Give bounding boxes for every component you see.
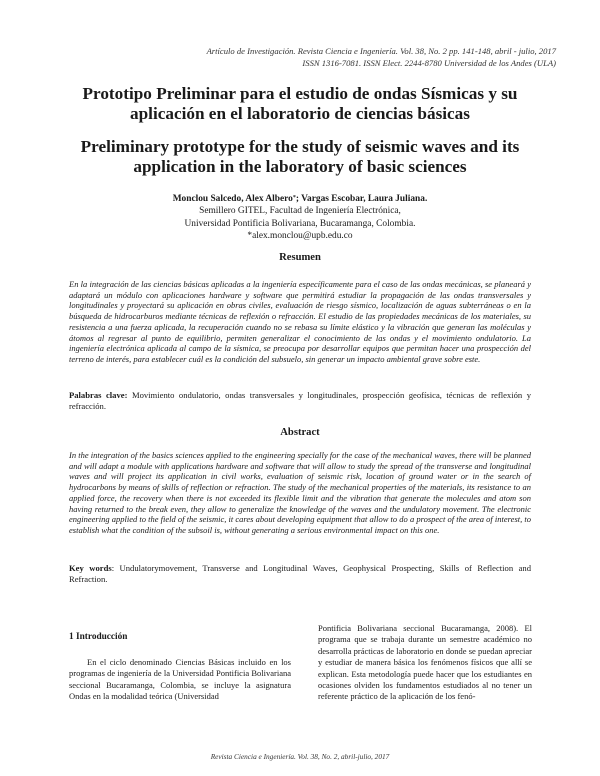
palabras-clave (69, 390, 531, 411)
page-footer: Revista Ciencia e Ingeniería. Vol. 38, No. 2, abril-julio, 2017 (210, 752, 390, 761)
author-asterisk: * (292, 195, 296, 201)
resumen-heading: Resumen (279, 252, 321, 263)
abstract-heading: Abstract (280, 427, 320, 438)
author-block (60, 193, 540, 242)
journal-header-line2: ISSN 1316-7081. ISSN Elect. 2244-8780 Universidad de los Andes (ULA) (302, 58, 556, 68)
key-words-label: Key words (69, 563, 112, 573)
intro-right-paragraph: Pontificia Bolivariana seccional Bucaramanga, 2008). El programa que se trabaja durante un semestre académico no desarrolla prácticas de laboratorio en donde se puedan apreciar y estudiar de manera básica los fenómenos físicos que allí se explican. Esta metodología puede hacer que los estudiantes en ocasiones olviden los fundamentos estudiados al no tener un referente práctico de la aplicación de los fenó- (318, 623, 532, 702)
key-words (69, 563, 531, 584)
affiliation-line1: Semillero GITEL, Facultad de Ingeniería Electrónica, (199, 206, 401, 217)
author-names-part1: Monclou Salcedo, Alex Albero (172, 194, 293, 204)
resumen-text: En la integración de las ciencias básicas aplicadas a la ingeniería específicamente para el caso de las ondas mecánicas, se planeará y adaptará un módulo con aplicaciones hardware y software que permitirá estudiar la propagación de las ondas transversales y longitudinales y proyectará su aplicación en obras civiles, evaluación de riesgo sísmico, localización de aguas subterráneas o en la búsqueda de hidrocarburos mediante técnicas de reflexión o refracción. El estudio de las propiedades mecánicas de los materiales, su resistencia a una fuerza aplicada, la recuperación cuando no se rebasa su límite elástico y la vibración que generan las moléculas y átomos al regresar al punto de equilibrio, permiten generalizar el conocimiento de las ondas y el movimiento ondulatorio. La ingeniería electrónica aplicada al campo de la sísmica, se preocupa por desarrollar equipos que permitan hacer una prospección del terreno de interés, para establecer cuál es la condición del subsuelo, sin generar un impacto ambiental grave sobre este. (69, 279, 531, 364)
author-names-part2: ; Vargas Escobar, Laura Juliana. (295, 194, 428, 204)
author-names (60, 193, 540, 205)
palabras-clave-label: Palabras clave: (69, 390, 128, 400)
palabras-clave-text: Movimiento ondulatorio, ondas transversales y longitudinales, prospección geofísica, técnicas de reflexión y refracción. (69, 390, 531, 411)
title-english: Preliminary prototype for the study of seismic waves and its application in the laboratory of basic sciences (80, 137, 520, 176)
affiliation-line2: Universidad Pontificia Bolivariana, Bucaramanga, Colombia. (184, 218, 416, 229)
journal-header-line1: Artículo de Investigación. Revista Ciencia e Ingeniería. Vol. 38, No. 2 pp. 141-148, abril - julio, 2017 (206, 46, 556, 56)
author-email: *alex.monclou@upb.edu.co (247, 230, 353, 241)
key-words-text: : Undulatorymovement, Transverse and Longitudinal Waves, Geophysical Prospecting, Skills of Reflection and Refraction. (69, 563, 531, 584)
abstract-text: In the integration of the basics sciences applied to the engineering specially for the case of the mechanical waves, there will be planned and will adapt a module with applications hardware and software that will allow to study the spread of the transverse and longitudinal waves and will project its application in civil works, evaluation of seismic risk, location of ground water or in the search of hydrocarbons by means of skills of reflection or refraction. The study of the mechanical properties of the materials, its resistance to an applied force, the recovery when there is not exceeded its flexible limit and the vibration that generate the molecules and atom son having returned to the break even, they allow to generalize the knowledge of the waves and the undulatory movement. The electronic engineering applied to the field of the seismic, it cares about developing equipment that allow to do a prospect of the area of interest, to establish what the condition of the subsoil is, without generating a serious environmental impact on this one. (69, 450, 531, 535)
intro-left-paragraph: En el ciclo denominado Ciencias Básicas incluido en los programas de ingeniería de la Universidad Pontificia Bolivariana seccional Bucaramanga, Colombia, se incluye la asignatura Ondas en la modalidad teórica (Universidad (69, 657, 291, 702)
title-spanish: Prototipo Preliminar para el estudio de ondas Sísmicas y su aplicación en el laboratorio de ciencias básicas (82, 84, 518, 123)
section-introduccion-heading: 1 Introducción (69, 632, 128, 642)
